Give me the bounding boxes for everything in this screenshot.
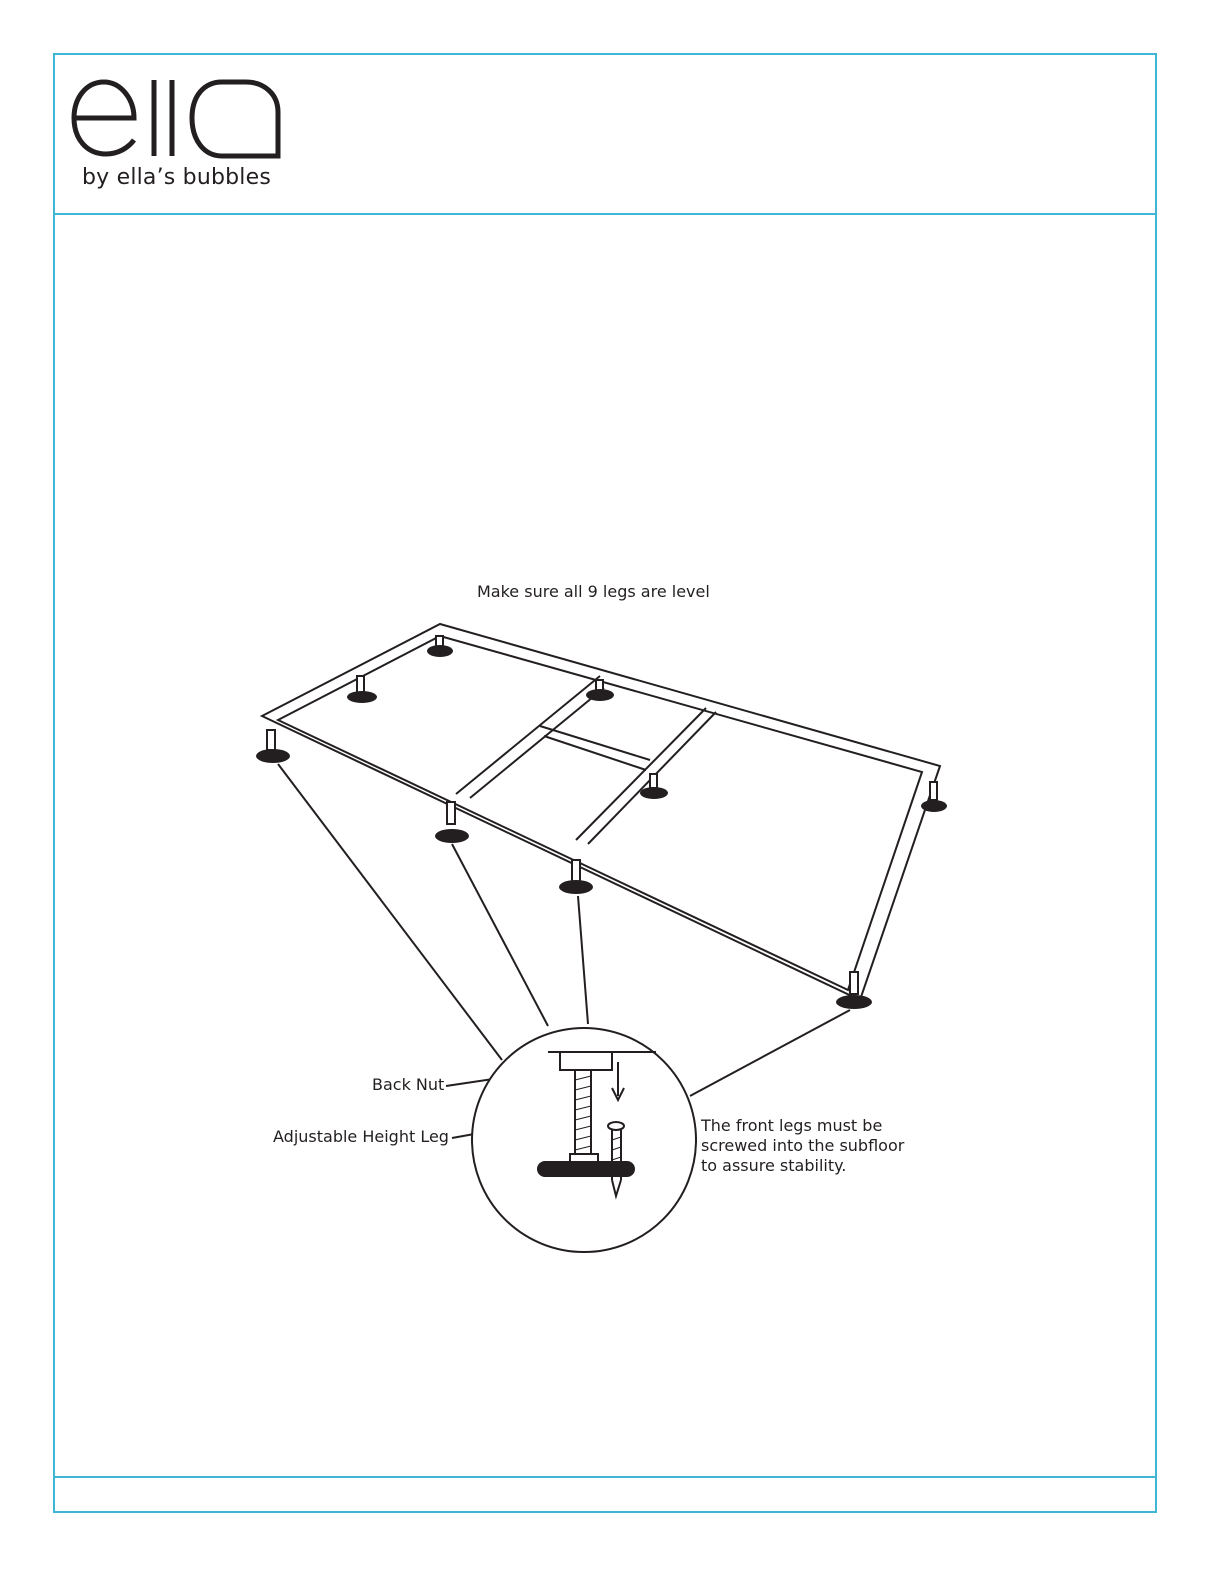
stability-note-line: to assure stability. xyxy=(701,1156,847,1175)
frame-assembly-diagram xyxy=(0,540,1225,1300)
footer-divider xyxy=(53,1476,1157,1478)
header-divider xyxy=(53,213,1157,215)
adjustable-leg-label: Adjustable Height Leg xyxy=(273,1127,449,1146)
diagram-heading: Make sure all 9 legs are level xyxy=(477,582,710,601)
stability-note-line: The front legs must be xyxy=(701,1116,883,1135)
ella-logo-mark xyxy=(70,74,290,164)
back-nut-label: Back Nut xyxy=(372,1075,445,1094)
leg-frame-illustration xyxy=(0,540,1225,1300)
stability-note-line: screwed into the subfloor xyxy=(701,1136,905,1155)
stability-note xyxy=(701,1116,911,1176)
brand-tagline: by ella’s bubbles xyxy=(82,165,272,190)
